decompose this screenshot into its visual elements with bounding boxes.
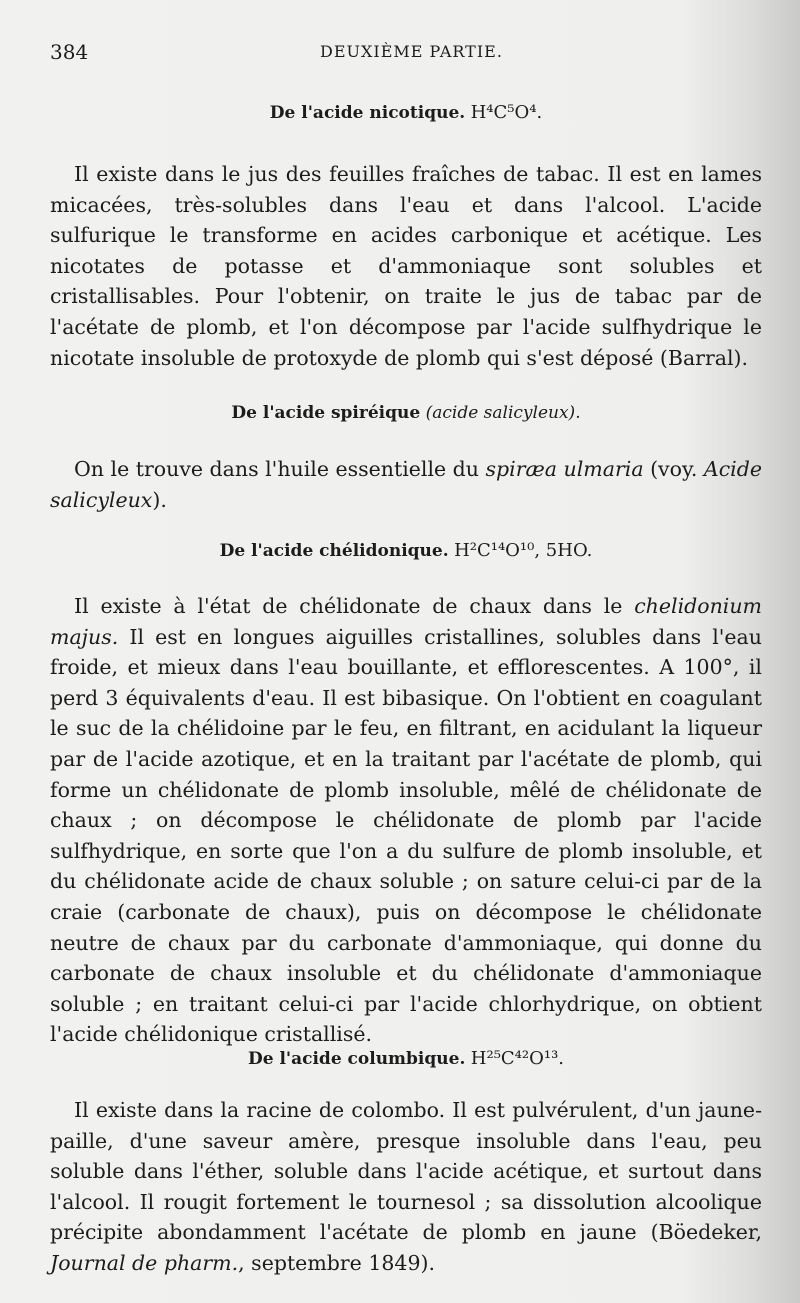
section-title: De l'acide chélidonique. — [219, 541, 449, 561]
paragraph-italic: chelidonium majus. — [50, 594, 762, 649]
paragraph-italic: spiræa ulmaria — [485, 457, 644, 481]
section-paragraph — [50, 591, 762, 1050]
page-header — [50, 40, 750, 70]
section-title: De l'acide spiréique — [231, 403, 421, 423]
running-head: DEUXIÈME PARTIE. — [320, 42, 503, 61]
page-number: 384 — [50, 40, 89, 64]
paragraph-italic: Acide salicyleux — [50, 457, 762, 512]
section-paragraph — [50, 454, 762, 515]
paragraph-text: On le trouve dans l'huile essentielle du — [74, 457, 486, 481]
section-heading-nicotique — [50, 102, 762, 123]
chemical-formula: H²C¹⁴O¹⁰, 5HO. — [454, 540, 593, 561]
paragraph-text: ). — [152, 487, 167, 512]
paragraph-text: , septembre 1849). — [238, 1250, 436, 1275]
paragraph-text: Il existe à l'état de chélidonate de chaux dans le — [74, 594, 635, 618]
section-heading-spireique — [50, 403, 762, 423]
chemical-formula: H⁴C⁵O⁴. — [470, 102, 543, 123]
section-heading-columbique — [50, 1048, 762, 1069]
paragraph-text: Il est en longues aiguilles cristallines, solubles dans l'eau froide, et mieux dans l'eau bouillante, et efflorescentes. A 100°, il perd 3 équivalents d'eau. Il est bibasique. On l'obtient en coagulant le suc de la chélidoine par le feu, en filtrant, en acidulant la liqueur par de l'acide azotique, et en la traitant par l'acétate de plomb, qui forme un chélidonate de plomb insoluble, mêlé de chélidonate de chaux ; on décompose le chélidonate de plomb par l'acide sulfhydrique, en sorte que l'on a du sulfure de plomb insoluble, et du chélidonate acide de chaux soluble ; on sature celui-ci par de la craie (carbonate de chaux), puis on décompose le chélidonate neutre de chaux par du carbonate d'ammoniaque, qui donne du carbonate de chaux insoluble et du chélidonate d'ammoniaque soluble ; en traitant celui-ci par l'acide chlorhydrique, on obtient l'acide chélidonique cristallisé. — [50, 624, 762, 1047]
paragraph-italic: Journal de pharm. — [50, 1250, 239, 1275]
section-title: De l'acide columbique. — [247, 1049, 466, 1069]
paragraph-text: Il existe dans la racine de colombo. Il est pulvérulent, d'un jaune-paille, d'une saveur amère, presque insoluble dans l'eau, peu soluble dans l'éther, soluble dans l'acide acétique, et surtout dans l'alcool. Il rougit fortement le tournesol ; sa dissolution alcoolique précipite abondamment l'acétate de plomb en jaune (Böedeker, — [50, 1098, 762, 1245]
paragraph-text: (voy. — [643, 457, 704, 481]
chemical-formula: H²⁵C⁴²O¹³. — [470, 1048, 565, 1069]
section-heading-chelidonique — [50, 540, 762, 561]
section-title: De l'acide nicotique. — [269, 103, 466, 123]
section-title-italic: (acide salicyleux). — [425, 403, 581, 423]
section-paragraph — [50, 1095, 762, 1279]
section-paragraph: Il existe dans le jus des feuilles fraîches de tabac. Il est en lames micacées, très-solubles dans l'eau et dans l'alcool. L'acide sulfurique le transforme en acides carbonique et acétique. Les nicotates de potasse et d'ammoniaque sont solubles et cristallisables. Pour l'obtenir, on traite le jus de tabac par de l'acétate de plomb, et l'on décompose par l'acide sulfhydrique le nicotate insoluble de protoxyde de plomb qui s'est déposé (Barral). — [50, 162, 762, 370]
